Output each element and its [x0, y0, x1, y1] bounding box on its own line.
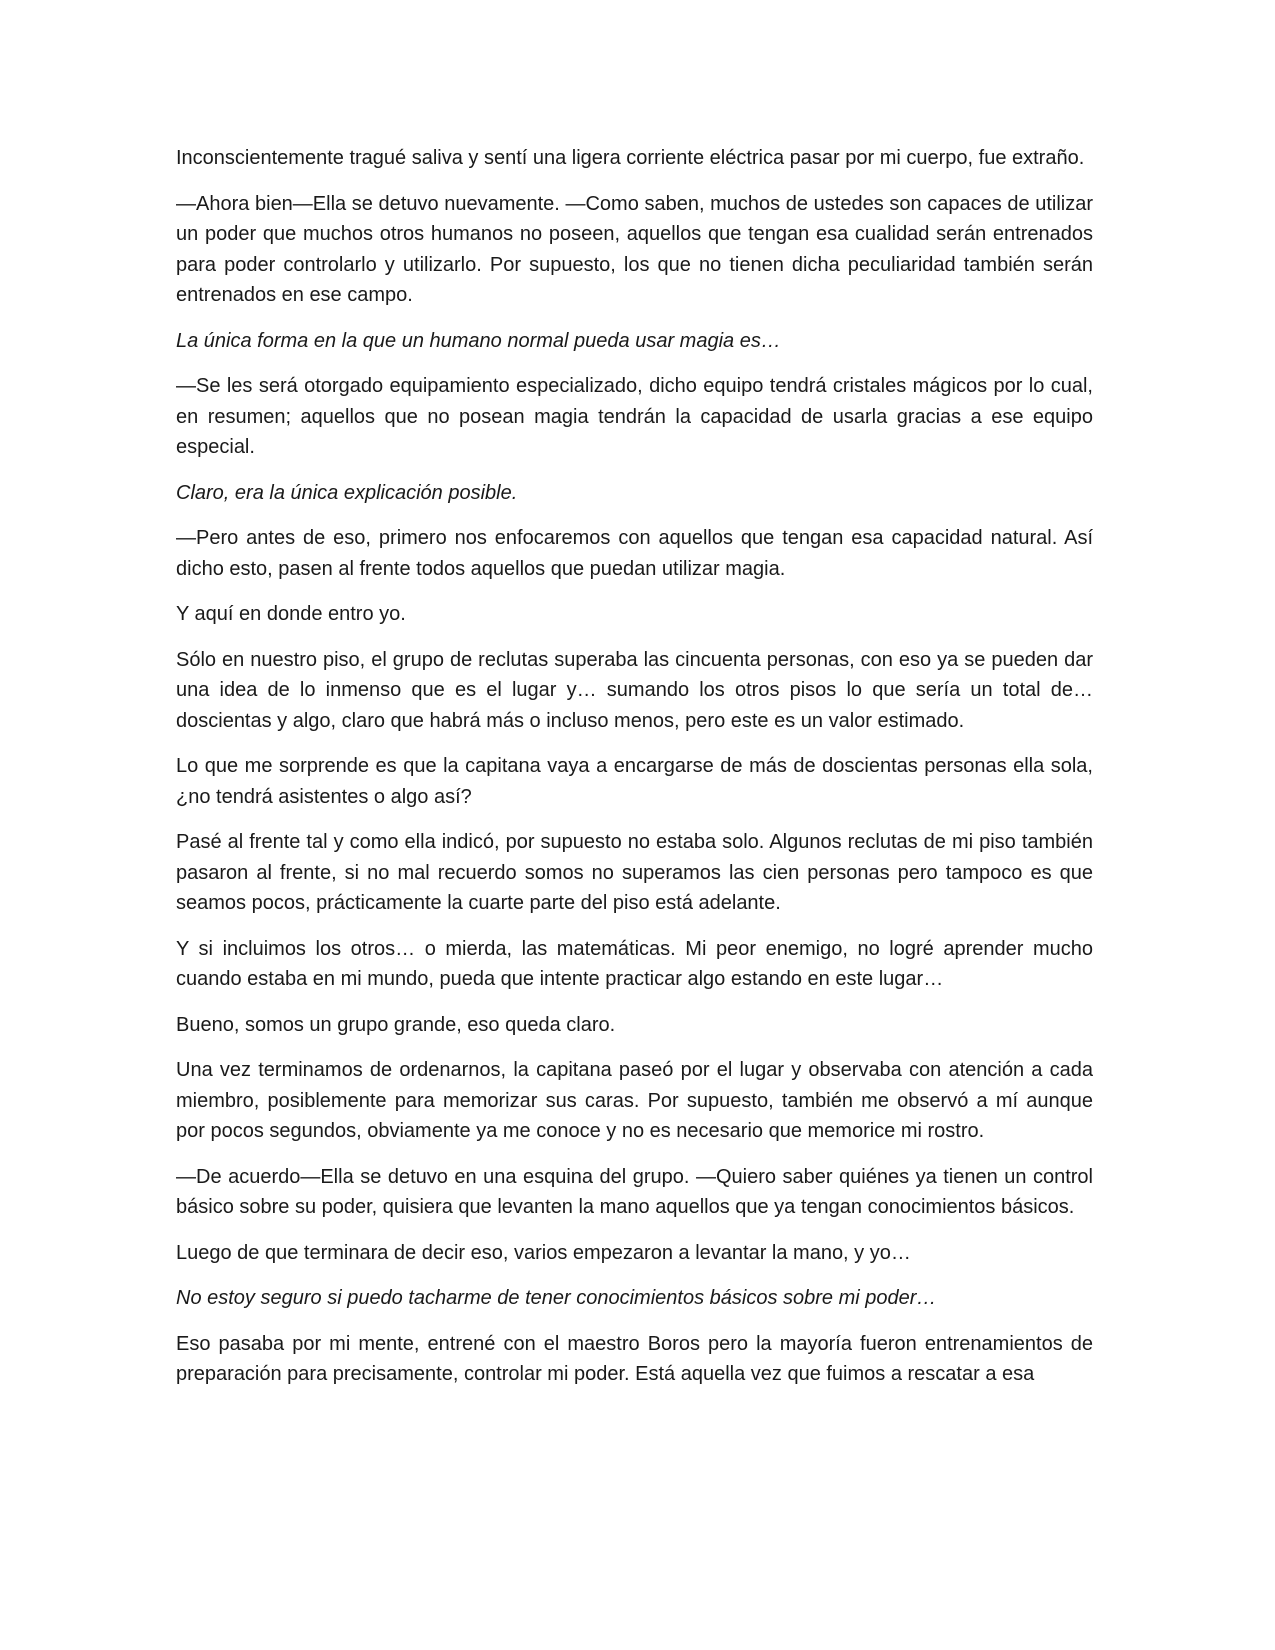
paragraph-italic: No estoy seguro si puedo tacharme de tener conocimientos básicos sobre mi poder… — [176, 1287, 937, 1309]
document-body — [176, 143, 1093, 1390]
paragraph: —De acuerdo—Ella se detuvo en una esquina del grupo. —Quiero saber quiénes ya tienen un control básico sobre su poder, quisiera que levanten la mano aquellos que ya tengan conocimientos básicos. — [176, 1165, 1093, 1218]
paragraph: Una vez terminamos de ordenarnos, la capitana paseó por el lugar y observaba con atención a cada miembro, posiblemente para memorizar sus caras. Por supuesto, también me observó a mí aunque por pocos segundos, obviamente ya me conoce y no es necesario que memorice mi rostro. — [176, 1059, 1093, 1142]
paragraph: —Ahora bien—Ella se detuvo nuevamente. —Como saben, muchos de ustedes son capaces de utilizar un poder que muchos otros humanos no poseen, aquellos que tengan esa cualidad serán entrenados para poder controlarlo y utilizarlo. Por supuesto, los que no tienen dicha peculiaridad también serán entrenados en ese campo. — [176, 192, 1093, 306]
paragraph-italic: La única forma en la que un humano normal pueda usar magia es… — [176, 329, 781, 352]
paragraph-italic: Claro, era la única explicación posible. — [176, 481, 518, 504]
paragraph: Sólo en nuestro piso, el grupo de reclutas superaba las cincuenta personas, con eso ya se pueden dar una idea de lo inmenso que es el lugar y… sumando los otros pisos lo que sería un total de… doscientas y algo, claro que habrá más o incluso menos, pero este es un valor estimado. — [176, 648, 1093, 732]
paragraph: Eso pasaba por mi mente, entrené con el maestro Boros pero la mayoría fueron entrenamientos de preparación para precisamente, controlar mi poder. Está aquella vez que fuimos a rescatar a esa — [176, 1332, 1093, 1385]
paragraph: Bueno, somos un grupo grande, eso queda claro. — [176, 1013, 616, 1036]
paragraph: Pasé al frente tal y como ella indicó, por supuesto no estaba solo. Algunos reclutas de mi piso también pasaron al frente, si no mal recuerdo somos no superamos las cien personas pero tampoco es que seamos pocos, prácticamente la cuarte parte del piso está adelante. — [176, 831, 1093, 914]
paragraph: Inconscientemente tragué saliva y sentí una ligera corriente eléctrica pasar por mi cuerpo, fue extraño. — [176, 147, 1085, 169]
paragraph: Y si incluimos los otros… o mierda, las matemáticas. Mi peor enemigo, no logré aprender mucho cuando estaba en mi mundo, pueda que intente practicar algo estando en este lugar… — [176, 937, 1093, 990]
paragraph: —Se les será otorgado equipamiento especializado, dicho equipo tendrá cristales mágicos por lo cual, en resumen; aquellos que no posean magia tendrán la capacidad de usarla gracias a ese equipo especial. — [176, 375, 1093, 458]
paragraph: Y aquí en donde entro yo. — [176, 603, 406, 625]
paragraph: —Pero antes de eso, primero nos enfocaremos con aquellos que tengan esa capacidad natural. Así dicho esto, pasen al frente todos aquellos que puedan utilizar magia. — [176, 527, 1093, 580]
paragraph: Luego de que terminara de decir eso, varios empezaron a levantar la mano, y yo… — [176, 1241, 911, 1264]
paragraph: Lo que me sorprende es que la capitana vaya a encargarse de más de doscientas personas ella sola, ¿no tendrá asistentes o algo así? — [176, 755, 1093, 808]
